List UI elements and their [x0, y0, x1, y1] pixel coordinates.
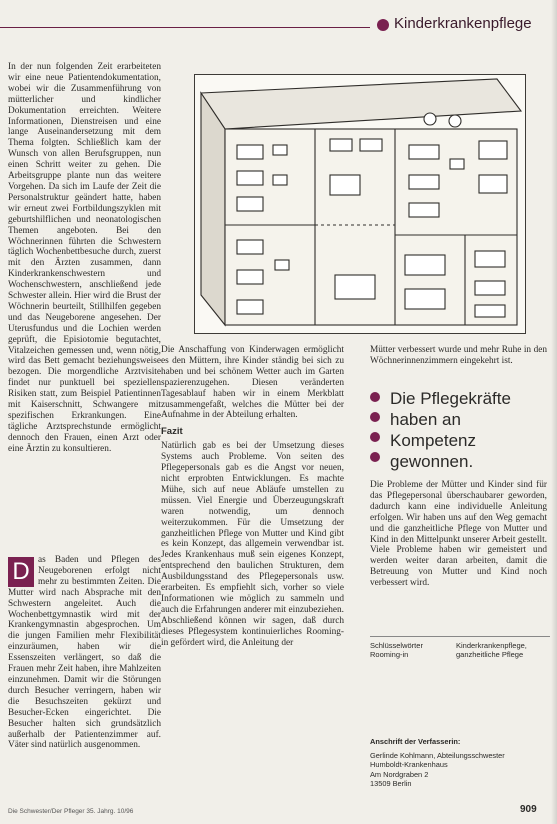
keywords-left: Schlüsselwörter Rooming-in — [370, 641, 423, 659]
column-3-top — [370, 345, 547, 385]
address-line: 13509 Berlin — [370, 779, 412, 789]
column-1-top — [8, 62, 161, 455]
column-1-bottom — [8, 555, 161, 751]
drop-cap: D — [8, 557, 34, 587]
floor-plan-drawing — [195, 75, 525, 333]
address-title: Anschrift der Verfasserin: — [370, 737, 461, 746]
body-paragraph: Die Probleme der Mütter und Kinder sind für das Pflegepersonal überschaubarer geworden, dadurch kann eine individuelle Anleitung erfolgen. Wir haben uns auf den Weg gemacht und die ganzheitliche Pflege von Mutter und Kind in den Mittelpunkt unserer Arbeit gestellt. Viele Probleme haben wir gemeistert und werden weiter daran arbeiten, damit die Betreuung von Mutter und Kind noch verbessert wird. — [370, 480, 547, 589]
pull-quote-text: Die Pflegekräfte haben an Kompetenz gewonnen. — [390, 389, 511, 471]
address-line: Gerlinde Kohlmann, Abteilungsschwester — [370, 750, 505, 760]
body-paragraph: Mütter verbessert wurde und mehr Ruhe in den Wöchnerinnenzimmern eingekehrt ist. — [370, 345, 547, 366]
column-2 — [161, 345, 344, 648]
header-rule — [0, 27, 370, 28]
address-line: Am Nordgraben 2 — [370, 769, 429, 779]
keywords-right: Kinderkrankenpflege, ganzheitliche Pflege — [456, 641, 527, 659]
section-bullet-icon — [377, 19, 389, 31]
footer-journal: Die Schwester/Der Pfleger 35. Jahrg. 10/96 — [8, 808, 134, 815]
address-line: Humboldt-Krankenhaus — [370, 760, 448, 770]
body-paragraph: Natürlich gab es bei der Umsetzung dieses Systems auch Probleme. Von seiten des Pflegepersonals gab es die Angst vor neuen, nicht erprobten Entwicklungen. Es machte Mühe, sich auf neue Abläufe umstellen zu müssen. Viel Energie und Überzeugungskraft waren notwendig, um dennoch weiterzukommen. Für die Umsetzung der ganzheitlichen Pflege von Mutter und Kind gibt es kein Konzept, das allgemein verwendbar ist. Jedes Krankenhaus muß sein eigenes Konzept, entsprechend den baulichen Strukturen, dem Ausbildungsstand des Pflegepersonals usw. erarbeiten. Es empfiehlt sich, vorher so viele Informationen wie möglich zu sammeln und auch die Erfahrungen anderer mit einzubeziehen. Abschließend können wir sagen, daß durch dieses Pflegesystem kontinuierliches Rooming-in gefördert wird, die Anleitung der — [161, 441, 344, 648]
divider — [370, 636, 550, 637]
body-paragraph: Die Anschaffung von Kinderwagen ermöglicht es den Müttern, ihre Kinder ständig bei sich zu haben und bei schönem Wetter auch im Garten spazierenzugehen. Diesen veränderten Tagesablauf haben wir in einem Merkblatt zusammengefaßt, welches die Mütter bei der Aufnahme in der Abteilung erhalten. — [161, 345, 344, 421]
section-subheading: Fazit — [161, 426, 183, 438]
header — [0, 0, 557, 42]
floor-plan-illustration — [194, 74, 526, 334]
page-number: 909 — [520, 804, 537, 815]
keywords — [370, 641, 550, 659]
page-edge-shadow — [551, 0, 557, 824]
body-paragraph: In der nun folgenden Zeit erarbeiteten wir eine neue Patientendokumentation, wobei wir die Zusammenführung von mütterlicher und kindlicher Dokumentation erreichten. Weitere Informationen, Dienstreisen und eine lange Auseinandersetzung mit dem Thema folgten. Schließlich kam der Wunsch von allen Berufsgruppen, nun einen Schritt weiter zu gehen. Die Arbeitsgruppe plante nun das weitere Vorgehen. Da sich im Laufe der Zeit die Personalstruktur geändert hatte, haben wir erneut zwei Fortbildungszyklen mit geburtshilflichen und neonatologischen Themen angeboten. Bei den Wöchnerinnen führten die Schwestern täglich Wochenbettbesuche durch, zuerst mit den Ärzten zusammen, dann Kinderkrankenschwestern und Wochenschwestern, anschließend jede Schwester allein. Hier wird die Brust der Wöchnerin beurteilt, Stillhilfen gegeben und das Neugeborene angesehen. Der Uterusfundus und die Lochien werden geprüft, die Episiotomie begutachtet, Vitalzeichen gemessen und, wenn nötig, wird das Bett gemacht beziehungsweise bezogen. Die morgendliche Arztvisite findet nur punktuell bei speziellen Risiken statt, zum Beispiel Patientinnen mit Kaiserschnitt, Schwangere mit spezifischen Erkrankungen. Eine tägliche Arztsprechstunde ermöglicht dennoch den Frauen, einen Arzt oder eine Ärztin zu konsultieren. — [8, 62, 161, 454]
author-address — [370, 737, 550, 789]
section-title: Kinderkrankenpflege — [394, 15, 532, 32]
pull-quote — [370, 388, 550, 471]
column-3-bottom — [370, 480, 547, 589]
body-paragraph: as Baden und Pflegen des Neugeborenen erfolgt nicht mehr zu bestimmten Zeiten. Die Mutter wird nach Absprache mit den Schwestern angeleitet. Auch die Wochenbettgymnastik wird mit der Krankengymnastin abgesprochen. Um die jungen Familien mehr Flexibilität einzuräumen, haben wir die Essenszeiten verlängert, so daß die Frauen mehr Zeit haben, ihre Mahlzeiten einzunehmen. Damit wir die Störungen durch Besucher verringern, haben wir die Besuchszeiten gekürzt und Besucher-Ecken eingerichtet. Die Besucher halten sich grundsätzlich außerhalb der Patientenzimmer auf. Väter sind natürlich ausgenommen. — [8, 555, 161, 751]
